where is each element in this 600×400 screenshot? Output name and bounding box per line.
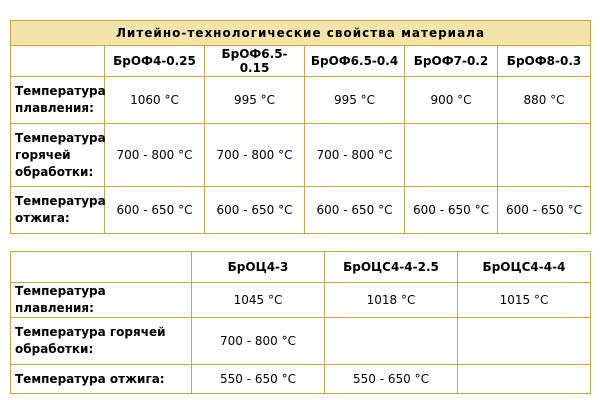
row-label-line: обработки: [15, 164, 94, 179]
column-header: БрОЦ4-3 [192, 252, 325, 283]
row-label [11, 77, 105, 124]
row-label-line: плавления: [15, 101, 94, 115]
table-cell: 995 °C [205, 77, 305, 124]
table-cell [458, 365, 591, 394]
table-header-row [11, 46, 591, 77]
table-row [11, 318, 591, 365]
table-cell: 900 °C [405, 77, 498, 124]
column-header: БрОФ6.5-0.4 [305, 46, 405, 77]
row-label [11, 318, 192, 365]
column-header: БрОФ7-0.2 [405, 46, 498, 77]
row-label [11, 283, 192, 318]
table-cell: 550 - 650 °C [192, 365, 325, 394]
column-header: БрОФ6.5-0.15 [205, 46, 305, 77]
column-header: БрОФ8-0.3 [498, 46, 591, 77]
table-row [11, 365, 591, 394]
row-label-line: Температура отжига: [15, 371, 165, 386]
bronze-properties-table-1 [10, 20, 591, 234]
row-label-line: горячей [15, 147, 71, 162]
table-cell [498, 124, 591, 187]
table-cell: 700 - 800 °C [205, 124, 305, 187]
table-row [11, 187, 591, 234]
bronze-properties-table-2 [10, 251, 591, 394]
table-cell [458, 318, 591, 365]
row-label-line: Температура плавления: [15, 284, 106, 315]
table-cell: 1060 °C [105, 77, 205, 124]
row-label-line: Температура горячей [15, 325, 166, 339]
row-label-line: отжига: [15, 211, 70, 225]
column-header: БрОЦС4-4-4 [458, 252, 591, 283]
table-title: Литейно-технологические свойства материала [11, 21, 591, 46]
table-header-row [11, 252, 591, 283]
table-cell [325, 318, 458, 365]
table-cell: 600 - 650 °C [105, 187, 205, 234]
table-row [11, 124, 591, 187]
row-label [11, 187, 105, 234]
header-empty [11, 46, 105, 77]
table-cell: 700 - 800 °C [192, 318, 325, 365]
table-cell: 1015 °C [458, 283, 591, 318]
table-cell: 600 - 650 °C [405, 187, 498, 234]
row-label-line: Температура [15, 194, 106, 208]
table-cell: 1045 °C [192, 283, 325, 318]
row-label [11, 124, 105, 187]
table-cell: 880 °C [498, 77, 591, 124]
table-cell: 600 - 650 °C [498, 187, 591, 234]
row-label-line: Температура [15, 84, 106, 98]
header-empty [11, 252, 192, 283]
table-row [11, 283, 591, 318]
table-cell [405, 124, 498, 187]
table-cell: 1018 °C [325, 283, 458, 318]
table-cell: 995 °C [305, 77, 405, 124]
row-label [11, 365, 192, 394]
table-cell: 600 - 650 °C [205, 187, 305, 234]
column-header: БрОЦС4-4-2.5 [325, 252, 458, 283]
table-cell: 600 - 650 °C [305, 187, 405, 234]
table-cell: 550 - 650 °C [325, 365, 458, 394]
row-label-line: Температура [15, 130, 106, 145]
table-cell: 700 - 800 °C [305, 124, 405, 187]
column-header: БрОФ4-0.25 [105, 46, 205, 77]
table-row [11, 77, 591, 124]
row-label-line: обработки: [15, 342, 94, 356]
table-cell: 700 - 800 °C [105, 124, 205, 187]
